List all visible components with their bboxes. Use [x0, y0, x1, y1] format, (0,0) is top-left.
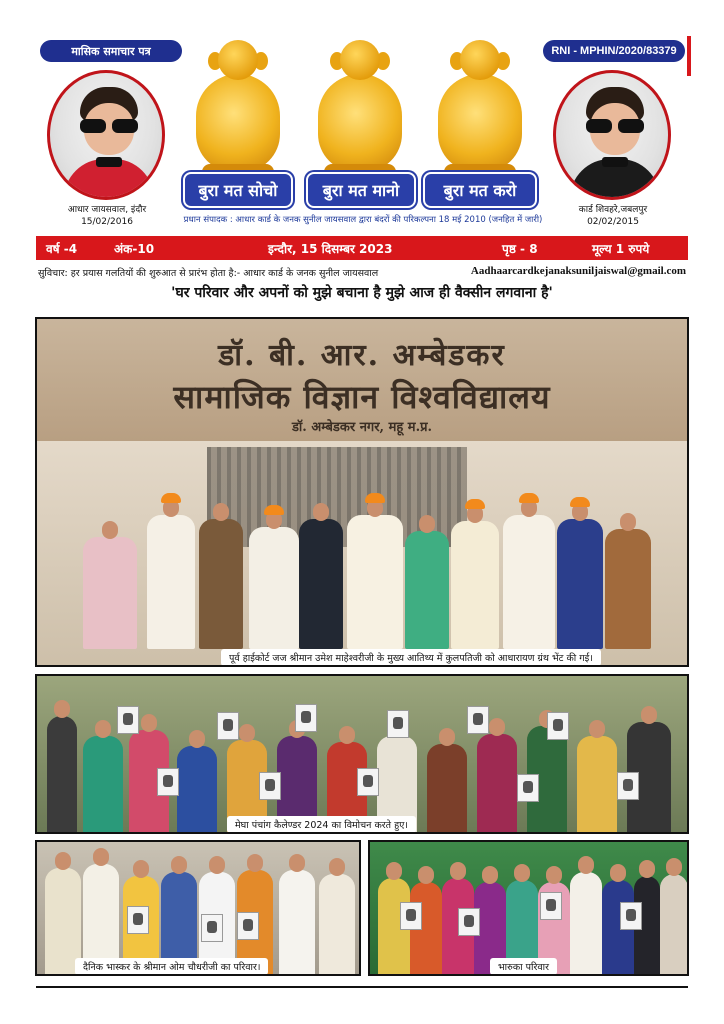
photo-bharuka-family [368, 840, 689, 976]
sign-line-3: डॉ. अम्बेडकर नगर, महू म.प्र. [291, 420, 433, 435]
right-child-portrait [553, 70, 671, 200]
photo-caption: मेघा पंचांग कैलेण्डर 2024 का विमोचन करते हुए। [227, 816, 416, 833]
calendar-poster [400, 902, 422, 930]
issue-info-bar [36, 236, 688, 260]
sign-line-1: डॉ. बी. आर. अम्बेडकर [218, 338, 506, 373]
person [557, 519, 603, 649]
subline [36, 265, 688, 281]
calendar-poster [547, 712, 569, 740]
person [477, 734, 517, 834]
photo-caption: भारुका परिवार [490, 958, 557, 975]
calendar-poster [157, 768, 179, 796]
calendar-poster [458, 908, 480, 936]
calendar-poster [517, 774, 539, 802]
sign-line-2: सामाजिक विज्ञान विश्वविद्यालय [173, 378, 551, 416]
person [83, 537, 137, 649]
person [427, 744, 467, 834]
motto-feel: बुरा मत मानो [306, 172, 416, 208]
person [660, 874, 688, 976]
person [199, 519, 243, 649]
calendar-poster [357, 768, 379, 796]
pages: पृष्ठ - 8 [502, 241, 538, 256]
issue: अंक-10 [114, 241, 155, 256]
photo-caption: दैनिक भास्कर के श्रीमान ओम चौधरीजी का परिवार। [75, 958, 268, 975]
motto-think: बुरा मत सोचो [183, 172, 293, 208]
right-portrait-caption [553, 204, 673, 228]
calendar-poster [620, 902, 642, 930]
contact-email[interactable]: Aadhaarcardkejanaksuniljaiswal@gmail.com [470, 265, 686, 277]
left-child-portrait [47, 70, 165, 200]
person [577, 736, 617, 834]
calendar-poster [201, 914, 223, 942]
monkey-icon-feel [312, 40, 408, 190]
person [249, 527, 299, 649]
thought-of-day: सुविचार: हर प्रयास गलतियों की शुरुआत से प्रारंभ होता है:- आधार कार्ड के जनक सुनील जायसवाल [38, 268, 379, 279]
person [570, 872, 602, 976]
photo-university-event [35, 317, 689, 667]
calendar-poster [237, 912, 259, 940]
left-portrait-caption [48, 204, 166, 228]
monkey-icon-think [190, 40, 286, 190]
left-person-name: आधार जायसवाल, इंदौर [67, 205, 147, 215]
right-person-date: 02/02/2015 [587, 217, 639, 227]
person [279, 870, 315, 976]
place-date: इन्दौर, 15 दिसम्बर 2023 [268, 241, 393, 256]
person [147, 515, 195, 649]
person [503, 515, 555, 649]
motto-do: बुरा मत करो [423, 172, 537, 208]
right-person-name: कार्ड शिवहरे,जबलपुर [578, 205, 648, 215]
calendar-poster [259, 772, 281, 800]
calendar-poster [540, 892, 562, 920]
calendar-poster [217, 712, 239, 740]
monkey-icon-do [432, 40, 528, 190]
person [347, 515, 403, 649]
person [605, 529, 651, 649]
photo-caption: पूर्व हाईकोर्ट जज श्रीमान उमेश माहेश्वरीजी के मुख्य आतिथ्य में कुलपतिजी को आधारायण ग्रंथ भेंट की गई। [221, 649, 601, 666]
person [47, 716, 77, 834]
person [451, 521, 499, 649]
rni-number: RNI - MPHIN/2020/83379 [543, 40, 685, 62]
photo-bhaskar-family [35, 840, 361, 976]
red-accent-bar [687, 36, 691, 76]
person [319, 874, 355, 976]
calendar-poster [617, 772, 639, 800]
vaccine-slogan: 'घर परिवार और अपनों को मुझे बचाना है मुझे आज ही वैक्सीन लगवाना है' [171, 285, 553, 301]
calendar-poster [127, 906, 149, 934]
left-person-date: 15/02/2016 [81, 217, 133, 227]
calendar-poster [295, 704, 317, 732]
person [177, 746, 217, 834]
calendar-poster [117, 706, 139, 734]
person [83, 736, 123, 834]
calendar-poster [387, 710, 409, 738]
masthead [0, 0, 724, 232]
photo-calendar-launch [35, 674, 689, 834]
university-sign [37, 319, 687, 441]
person [299, 519, 343, 649]
price: मूल्य 1 रुपये [592, 241, 650, 256]
monthly-paper-label: मासिक समाचार पत्र [40, 40, 182, 62]
person [405, 531, 449, 649]
year: वर्ष -4 [46, 241, 78, 256]
founder-line: प्रधान संपादक : आधार कार्ड के जनक सुनील जायसवाल द्वारा बंदरों की परिकल्पना 18 मई 2010 (जनहित में जारी) [183, 215, 543, 225]
bottom-divider [36, 986, 688, 988]
calendar-poster [467, 706, 489, 734]
